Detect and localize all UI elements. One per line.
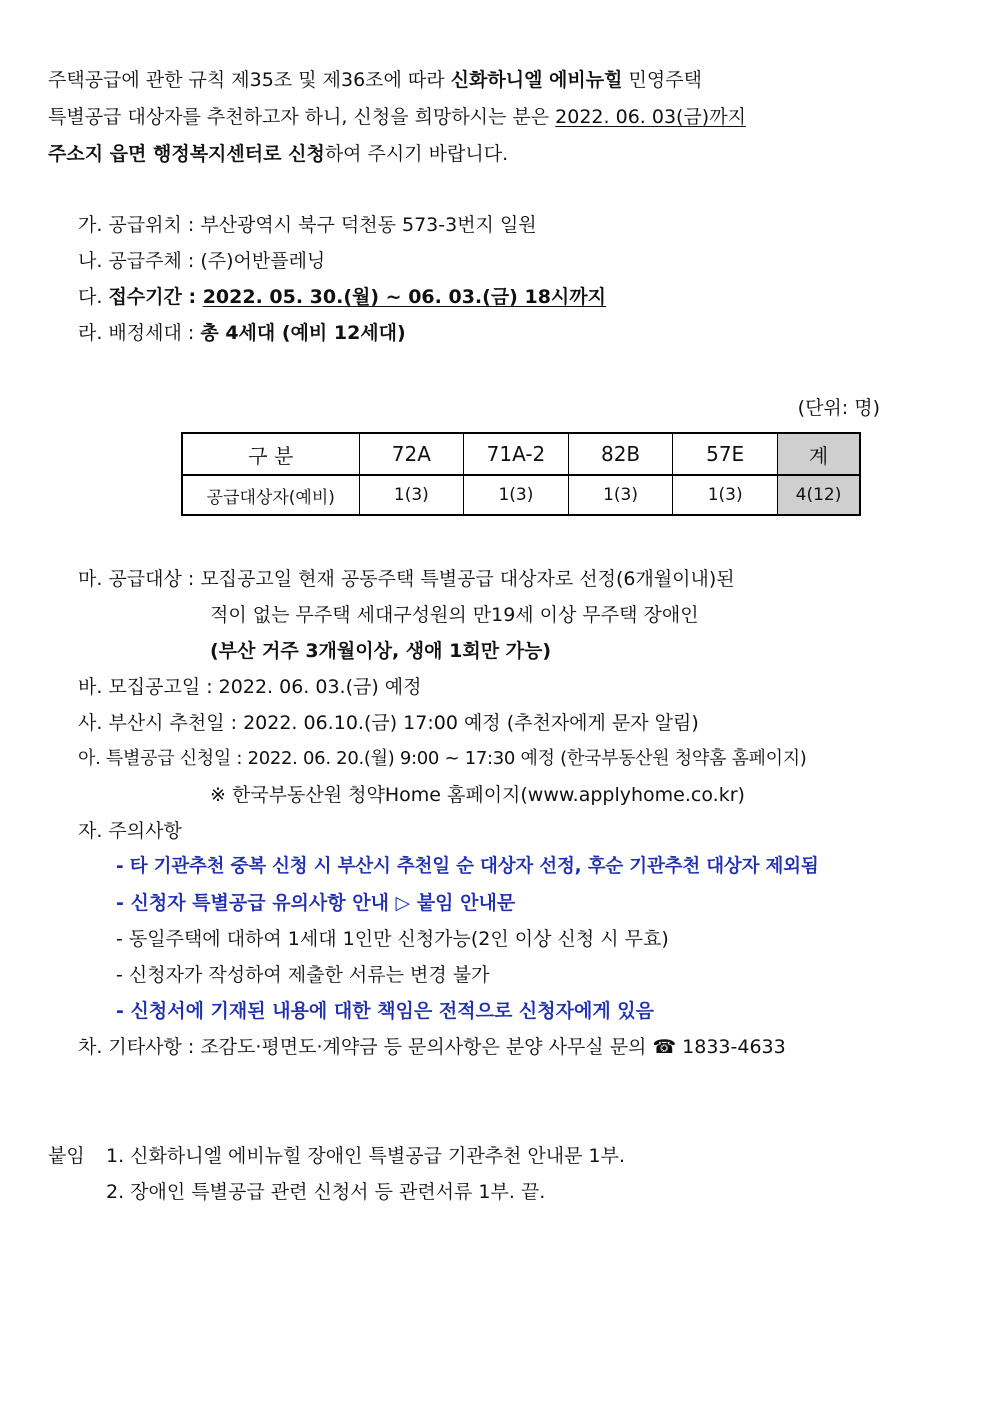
allocation-table xyxy=(181,432,861,516)
table-header-cell: 57E xyxy=(673,433,778,475)
intro-line-3 xyxy=(48,141,508,167)
table-cell: 1(3) xyxy=(359,475,464,515)
item-ba: 바. 모집공고일 : 2022. 06. 03.(금) 예정 xyxy=(78,676,422,698)
attachment-item-2: 2. 장애인 특별공급 관련 신청서 등 관련서류 1부. 끝. xyxy=(106,1181,546,1203)
table-row xyxy=(182,475,860,515)
table-header-cell: 71A-2 xyxy=(464,433,569,475)
item-cha-text: 차. 기타사항 : 조감도·평면도·계약금 등 문의사항은 분양 사무실 문의 xyxy=(78,1036,653,1058)
table-header-cell: 구 분 xyxy=(182,433,359,475)
reception-period: 2022. 05. 30.(월) ~ 06. 03.(금) 18시까지 xyxy=(202,286,606,308)
item-ja-title: 자. 주의사항 xyxy=(78,820,182,842)
item-prefix: 라. 배정세대 : xyxy=(78,322,201,344)
intro-line-2 xyxy=(48,104,746,130)
item-sa: 사. 부산시 추천일 : 2022. 06.10.(금) 17:00 예정 (추천자에게 문자 알림) xyxy=(78,712,699,734)
intro-line-1 xyxy=(48,67,702,93)
caution-bullet-2: - 신청자 특별공급 유의사항 안내 ▷ 붙임 안내문 xyxy=(116,892,516,914)
item-ma-line-1: 마. 공급대상 : 모집공고일 현재 공동주택 특별공급 대상자로 선정(6개월이내)된 xyxy=(78,568,735,590)
table-cell: 1(3) xyxy=(673,475,778,515)
intro-text: 민영주택 xyxy=(622,69,702,91)
table-header-cell: 72A xyxy=(359,433,464,475)
intro-text: 특별공급 대상자를 추천하고자 하니, 신청을 희망하시는 분은 xyxy=(48,106,556,128)
table-header-cell: 82B xyxy=(568,433,673,475)
table-header-row xyxy=(182,433,860,475)
item-prefix: 다. xyxy=(78,286,109,308)
caution-bullet-1: - 타 기관추천 중복 신청 시 부산시 추천일 순 대상자 선정, 후순 기관추천 대상자 제외됨 xyxy=(116,856,819,877)
intro-text: 하여 주시기 바랍니다. xyxy=(324,143,509,165)
unit-note: (단위: 명) xyxy=(797,397,880,419)
applyhome-note: ※ 한국부동산원 청약Home 홈페이지(www.applyhome.co.kr) xyxy=(210,784,745,806)
table-cell: 1(3) xyxy=(464,475,569,515)
allocation-count: 총 4세대 (예비 12세대) xyxy=(200,322,406,344)
deadline-date: 2022. 06. 03(금)까지 xyxy=(555,106,746,128)
intro-text: 주택공급에 관한 규칙 제35조 및 제36조에 따라 xyxy=(48,69,451,91)
item-da xyxy=(78,284,606,310)
item-a: 아. 특별공급 신청일 : 2022. 06. 20.(월) 9:00 ~ 17:30 예정 (한국부동산원 청약홈 홈페이지) xyxy=(78,748,807,769)
application-place: 주소지 읍면 행정복지센터로 신청 xyxy=(48,143,325,165)
item-ga: 가. 공급위치 : 부산광역시 북구 덕천동 573-3번지 일원 xyxy=(78,214,537,236)
table-cell: 1(3) xyxy=(568,475,673,515)
caution-bullet-3: - 동일주택에 대하여 1세대 1인만 신청가능(2인 이상 신청 시 무효) xyxy=(116,928,669,950)
reception-label: 접수기간 : xyxy=(108,286,203,308)
item-na: 나. 공급주체 : (주)어반플레닝 xyxy=(78,250,326,272)
table-cell-total: 4(12) xyxy=(777,475,860,515)
caution-bullet-4: - 신청자가 작성하여 제출한 서류는 변경 불가 xyxy=(116,964,490,986)
caution-bullet-5: - 신청서에 기재된 내용에 대한 책임은 전적으로 신청자에게 있음 xyxy=(116,1000,655,1022)
item-ra xyxy=(78,320,406,346)
item-ma-line-2: 적이 없는 무주택 세대구성원의 만19세 이상 무주택 장애인 xyxy=(210,604,699,626)
complex-name: 신화하니엘 에비뉴힐 xyxy=(450,69,623,91)
attachment-label: 붙임 xyxy=(48,1145,85,1167)
attachment-item-1: 1. 신화하니엘 에비뉴힐 장애인 특별공급 기관추천 안내문 1부. xyxy=(106,1145,626,1167)
item-cha xyxy=(78,1034,786,1060)
table-header-total: 계 xyxy=(777,433,860,475)
table-cell: 공급대상자(예비) xyxy=(182,475,359,515)
item-ma-line-3: (부산 거주 3개월이상, 생애 1회만 가능) xyxy=(210,640,552,662)
telephone-icon: ☎ xyxy=(652,1036,677,1058)
phone-number: 1833-4633 xyxy=(682,1036,786,1058)
